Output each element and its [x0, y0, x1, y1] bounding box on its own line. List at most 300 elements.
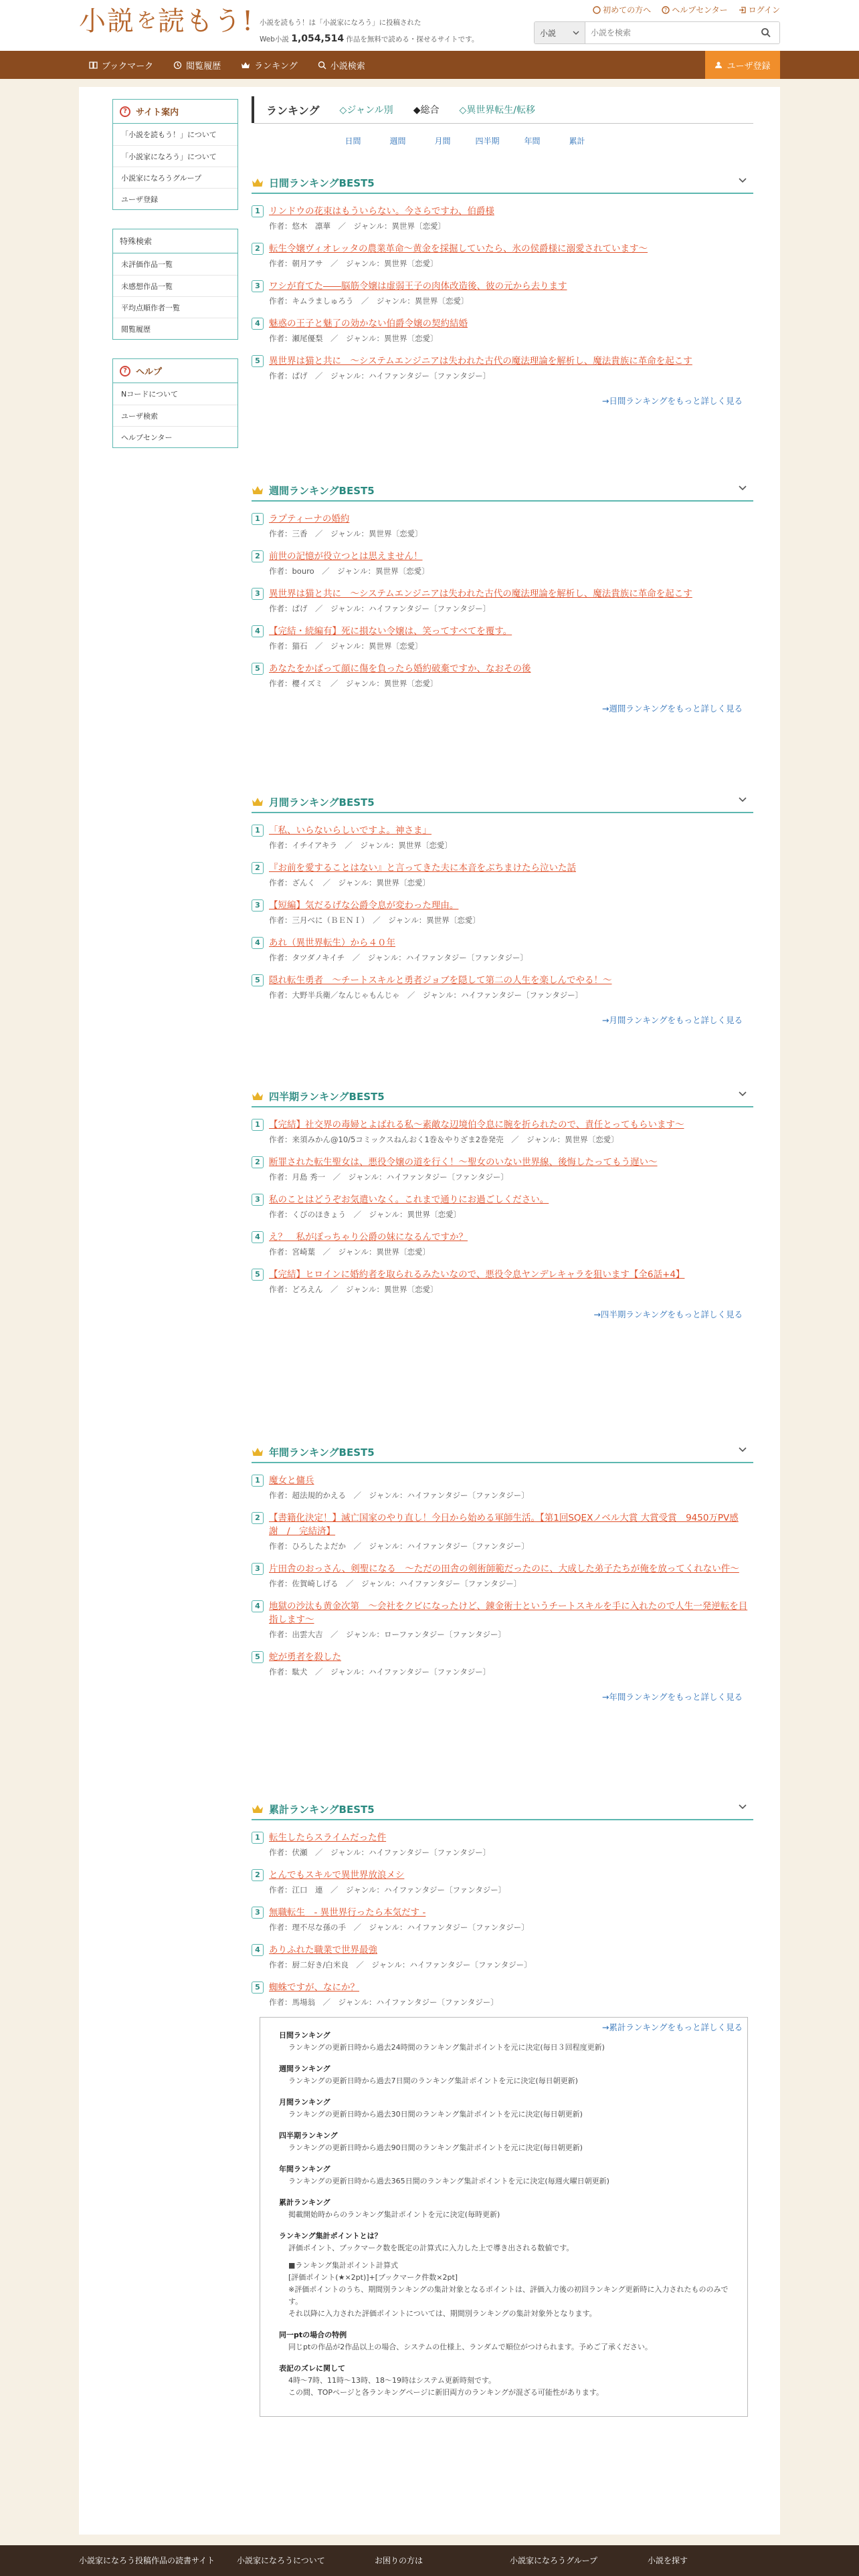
site-footer	[0, 2545, 859, 2576]
ranking-item	[252, 1118, 753, 1145]
ranking-item	[252, 280, 753, 306]
novel-title-link[interactable]: 蜘蛛ですが、なにか？	[269, 1982, 359, 1993]
author-name[interactable]: ぱげ	[292, 371, 308, 381]
genre-name[interactable]: 異世界〔恋愛〕	[398, 841, 452, 850]
sidebar-item-register[interactable]: ユーザ登録	[113, 188, 237, 209]
author-name[interactable]: 理不尽な孫の手	[292, 1923, 346, 1932]
novel-title-link[interactable]: 「私、いらないらしいですよ。神さま」	[269, 825, 432, 836]
author-label: 作者：	[269, 1848, 292, 1857]
crown-icon	[252, 797, 264, 807]
footer-group[interactable]: 小説家になろうグループ	[510, 2556, 598, 2565]
genre-label: ジャンル：	[330, 604, 369, 613]
rank-number: 1	[252, 205, 264, 217]
meta-separator: ／	[314, 566, 338, 576]
genre-name[interactable]: 異世界〔恋愛〕	[383, 679, 438, 688]
genre-name[interactable]: 異世界〔恋愛〕	[368, 641, 423, 651]
author-label: 作者：	[269, 641, 292, 651]
author-name[interactable]: ざんく	[292, 878, 315, 887]
author-label: 作者：	[269, 296, 292, 306]
ranking-item-meta	[252, 840, 753, 851]
rank-number: 3	[252, 280, 264, 292]
nav-search-label: 小説検索	[330, 61, 365, 72]
author-name[interactable]: 馬場翁	[292, 1998, 315, 2007]
ranking-item-title-row	[252, 1156, 753, 1169]
author-label: 作者：	[269, 1491, 292, 1500]
chevron-down-icon	[573, 31, 579, 35]
info-heading: ランキング集計ポイントとは？	[279, 2232, 382, 2240]
more-ranking-link[interactable]: →週間ランキングをもっと詳しく見る	[601, 704, 743, 714]
author-name[interactable]: 駄犬	[292, 1667, 308, 1677]
genre-name[interactable]: 異世界〔恋愛〕	[375, 566, 430, 576]
rank-number: 1	[252, 1475, 264, 1487]
ranking-item-meta	[252, 915, 753, 926]
page-title: ランキング	[266, 104, 320, 117]
author-label: 作者：	[269, 1960, 292, 1969]
author-name[interactable]: 超法規的かえる	[292, 1491, 346, 1500]
genre-name[interactable]: 異世界〔恋愛〕	[407, 1210, 461, 1219]
genre-label: ジャンル：	[360, 841, 399, 850]
sidebar-item-no-review[interactable]: 未感想作品一覧	[113, 275, 237, 296]
ranking-item	[252, 899, 753, 926]
rank-number: 3	[252, 1907, 264, 1919]
genre-name[interactable]: 異世界〔恋愛〕	[426, 916, 480, 925]
author-name[interactable]: 来須みかん@10/5コミックスねんおく1巻＆やりざま2巻発売	[292, 1135, 504, 1144]
meta-separator: ／	[353, 296, 377, 306]
info-text: 同じptの作品が2作品以上の場合、システムの仕様上、ランダムで順位がつけられます。予めご了承ください。	[288, 2343, 652, 2351]
genre-name[interactable]: ローファンタジー〔ファンタジー〕	[383, 1630, 506, 1639]
novel-title-link[interactable]: あなたをかばって顔に傷を負ったら婚約破棄ですか、なおその後	[269, 663, 531, 674]
ranking-item	[252, 974, 753, 1000]
ranking-item	[252, 625, 753, 651]
genre-label: ジャンル：	[527, 1135, 565, 1144]
novel-title-link[interactable]: 転生したらスライムだった件	[269, 1832, 387, 1843]
genre-name[interactable]: ハイファンタジー〔ファンタジー〕	[368, 604, 491, 613]
ranking-info-box	[260, 2017, 748, 2417]
chevron-down-icon[interactable]	[739, 486, 747, 491]
crown-icon	[252, 1447, 264, 1457]
login-link-label: ログイン	[748, 5, 780, 15]
author-name[interactable]: ぱげ	[292, 604, 308, 613]
crown-icon	[252, 1804, 264, 1814]
rank-number: 2	[252, 550, 264, 562]
author-name[interactable]: 宮崎葉	[292, 1247, 315, 1257]
meta-separator: ／	[307, 1667, 330, 1677]
genre-name[interactable]: ハイファンタジー〔ファンタジー〕	[460, 990, 583, 1000]
chevron-down-icon[interactable]	[739, 797, 747, 802]
novel-title-link[interactable]: 魔女と傭兵	[269, 1475, 314, 1486]
sidebar-item-about-narou[interactable]: 「小説家になろう」について	[113, 145, 237, 167]
period-total[interactable]: 累計	[569, 136, 585, 146]
info-heading: 月間ランキング	[279, 2098, 330, 2107]
genre-name[interactable]: ハイファンタジー〔ファンタジー〕	[407, 1923, 529, 1932]
novel-title-link[interactable]: 隠れ転生勇者 ～チートスキルと勇者ジョブを隠して第二の人生を楽しんでやる！～	[269, 975, 612, 986]
section-title: 月間ランキングBEST5	[269, 796, 375, 809]
tab-isekai-label: 異世界転生/転移	[466, 105, 535, 116]
author-name[interactable]: 佐賀崎しげる	[292, 1579, 339, 1588]
author-name[interactable]: 出雲大吉	[292, 1630, 323, 1639]
ranking-item-meta	[252, 678, 753, 689]
footer-find-novel[interactable]: 小説を探す	[648, 2556, 688, 2565]
ranking-item	[252, 1511, 753, 1551]
ranking-item-meta	[252, 1490, 753, 1501]
ranking-item	[252, 205, 753, 231]
genre-label: ジャンル：	[346, 259, 384, 268]
genre-label: ジャンル：	[337, 566, 376, 576]
novel-title-link[interactable]: 地獄の沙汰も黄金次第 ～会社をクビになったけど、錬金術士というチートスキルを手に入れたので人生一発逆転を目指します～	[269, 1601, 748, 1625]
help-center-link-label: ヘルプセンター	[672, 5, 728, 15]
sidebar-help-heading	[113, 359, 237, 383]
rank-number: 3	[252, 899, 264, 911]
ranking-item-title-row	[252, 205, 753, 218]
genre-name[interactable]: 異世界〔恋愛〕	[383, 259, 438, 268]
more-ranking-link[interactable]: →日間ランキングをもっと詳しく見る	[601, 396, 743, 406]
novel-title-link[interactable]: 【完結】ヒロインに婚約者を取られるみたいなので、悪役令息ヤンデレキャラを狙います【全6話+4】	[269, 1269, 685, 1280]
ranking-item-title-row	[252, 1943, 753, 1957]
sidebar-item-group[interactable]: 小説家になろうグループ	[113, 167, 237, 188]
genre-name[interactable]: ハイファンタジー〔ファンタジー〕	[383, 1885, 506, 1895]
sidebar-guide-heading	[113, 100, 237, 124]
more-ranking-link[interactable]: →四半期ランキングをもっと詳しく見る	[593, 1309, 743, 1319]
tab-isekai[interactable]: ◇異世界転生/転移	[459, 105, 535, 116]
novel-title-link[interactable]: 断罪された転生聖女は、悪役令嬢の道を行く！～聖女のいない世界線、後悔したってもう遅い～	[269, 1157, 658, 1168]
sidebar-guide	[112, 99, 238, 210]
footer-about-narou[interactable]: 小説家になろうについて	[237, 2556, 325, 2565]
ranking-item-title-row	[252, 1193, 753, 1206]
novel-title-link[interactable]: 前世の記憶が役立つとは思えません！	[269, 551, 423, 562]
nav-bookmark[interactable]	[79, 51, 163, 79]
sidebar-help-title: ヘルプ	[136, 367, 163, 377]
question-icon: ?	[120, 106, 130, 117]
rank-number: 4	[252, 1944, 264, 1956]
rank-number: 5	[252, 1981, 264, 1994]
author-label: 作者：	[269, 1541, 292, 1551]
site-header	[0, 0, 859, 51]
ranking-item-meta	[252, 1959, 753, 1970]
genre-name[interactable]: ハイファンタジー〔ファンタジー〕	[368, 1667, 491, 1677]
ranking-item-meta	[252, 1922, 753, 1933]
novel-title-link[interactable]: え？ 私がぽっちゃり公爵の妹になるんですか？	[269, 1232, 468, 1243]
author-name[interactable]: 猫石	[292, 641, 308, 651]
ranking-item-meta	[252, 1541, 753, 1551]
site-tagline	[260, 15, 478, 47]
genre-label: ジャンル：	[346, 1885, 384, 1895]
search-icon	[761, 27, 771, 38]
novel-title-link[interactable]: 片田舎のおっさん、剣聖になる ～ただの田舎の剣術師範だったのに、大成した弟子たちが俺を放ってくれない件～	[269, 1564, 739, 1574]
ranking-item-meta	[252, 296, 753, 306]
ranking-item-meta	[252, 990, 753, 1000]
genre-name[interactable]: 異世界〔恋愛〕	[376, 1247, 430, 1257]
login-icon	[739, 6, 747, 14]
novel-title-link[interactable]: 【完結・続編有】死に損ない令嬢は、笑ってすべてを覆す。	[269, 626, 512, 637]
help-center-link[interactable]	[662, 4, 727, 15]
sidebar-item-history[interactable]: 閲覧履歴	[113, 318, 237, 339]
novel-title-link[interactable]: あれ（異世界転生）から４０年	[269, 938, 395, 948]
sidebar-item-avg-authors[interactable]: 平均点順作者一覧	[113, 296, 237, 318]
rank-number: 4	[252, 318, 264, 330]
tab-overall[interactable]: ◆総合	[413, 105, 440, 116]
novel-title-link[interactable]: 私のことはどうぞお気遣いなく。これまで通りにお過ごしください。	[269, 1194, 549, 1205]
ranking-item-title-row	[252, 1868, 753, 1882]
author-name[interactable]: どろえん	[292, 1285, 323, 1294]
ranking-item	[252, 1562, 753, 1589]
author-name[interactable]: キムラましゅろう	[292, 296, 354, 306]
period-weekly[interactable]: 週間	[389, 136, 406, 146]
author-name[interactable]: 三月べに（ＢＥＮＩ）	[292, 916, 365, 925]
author-name[interactable]: 月島 秀一	[292, 1172, 326, 1182]
author-label: 作者：	[269, 1210, 292, 1219]
rank-number: 1	[252, 825, 264, 837]
genre-label: ジャンル：	[371, 1960, 410, 1969]
ranking-item	[252, 861, 753, 888]
author-name[interactable]: 厨二好き/白米良	[292, 1960, 349, 1969]
user-icon	[714, 61, 723, 69]
nav-ranking[interactable]	[231, 51, 308, 79]
genre-label: ジャンル：	[330, 529, 369, 538]
chevron-down-icon[interactable]	[739, 1091, 747, 1097]
crown-icon	[252, 178, 264, 187]
ranking-item-title-row	[252, 587, 753, 601]
author-name[interactable]: ひろしたよだか	[292, 1541, 346, 1551]
login-link[interactable]	[739, 4, 780, 15]
ranking-item-title-row	[252, 242, 753, 255]
tab-genre-label: ジャンル別	[347, 105, 393, 116]
ranking-item-meta	[252, 603, 753, 614]
genre-label: ジャンル：	[330, 1848, 369, 1857]
genre-name[interactable]: ハイファンタジー〔ファンタジー〕	[407, 1491, 529, 1500]
logo-tail: 読もう!	[158, 6, 255, 37]
tab-genre[interactable]: ◇ジャンル別	[339, 105, 393, 116]
author-name[interactable]: 大野半兵衛／なんじゃもんじゃ	[292, 990, 400, 1000]
novel-title-link[interactable]: ラプティーナの婚約	[269, 514, 350, 524]
sidebar-item-help-center[interactable]: ヘルプセンター	[113, 426, 237, 447]
meta-separator: ／	[346, 1491, 369, 1500]
rank-number: 1	[252, 1119, 264, 1131]
meta-separator: ／	[307, 1848, 330, 1857]
ranking-item-meta	[252, 221, 753, 231]
ranking-section-header	[252, 1442, 753, 1463]
meta-separator: ／	[337, 841, 361, 850]
author-name[interactable]: 瀬尾優梨	[292, 334, 323, 343]
genre-label: ジャンル：	[330, 371, 369, 381]
author-label: 作者：	[269, 1135, 292, 1144]
ranking-item	[252, 1474, 753, 1501]
period-daily[interactable]: 日間	[345, 136, 361, 146]
novel-title-link[interactable]: リンドウの花束はもういらない。今さらですわ、伯爵様	[269, 206, 494, 217]
sidebar-item-user-search[interactable]: ユーザ検索	[113, 405, 237, 426]
genre-name[interactable]: 異世界〔恋愛〕	[414, 296, 469, 306]
info-heading: 四半期ランキング	[279, 2131, 338, 2140]
novel-title-link[interactable]: 【短編】気だるげな公爵令息が変わった理由。	[269, 900, 459, 911]
ranking-item-title-row	[252, 861, 753, 875]
rank-number: 2	[252, 1156, 264, 1168]
beginner-link-label: 初めての方へ	[603, 5, 652, 15]
ranking-item-title-row	[252, 550, 753, 563]
footer-site-desc[interactable]: 小説家になろう投稿作品の読書サイト	[79, 2556, 215, 2565]
ranking-item-meta	[252, 877, 753, 888]
novel-title-link[interactable]: ありふれた職業で世界最強	[269, 1945, 377, 1955]
rank-number: 5	[252, 663, 264, 675]
genre-name[interactable]: ハイファンタジー〔ファンタジー〕	[399, 1579, 522, 1588]
genre-label: ジャンル：	[338, 878, 377, 887]
sidebar-item-about-yomou[interactable]: 「小説を読もう！」について	[121, 130, 217, 139]
more-ranking-link[interactable]: →年間ランキングをもっと詳しく見る	[601, 1692, 743, 1702]
genre-name[interactable]: 異世界〔恋愛〕	[565, 1135, 619, 1144]
meta-separator: ／	[322, 1885, 346, 1895]
meta-separator: ／	[399, 990, 423, 1000]
ranking-item-title-row	[252, 1474, 753, 1487]
author-label: 作者：	[269, 878, 292, 887]
chevron-down-icon[interactable]	[739, 1447, 747, 1453]
genre-name[interactable]: ハイファンタジー〔ファンタジー〕	[376, 1998, 498, 2007]
ranking-item-meta	[252, 1247, 753, 1257]
search-type-select[interactable]	[535, 22, 585, 43]
search-input[interactable]	[585, 22, 753, 43]
novel-title-link[interactable]: 転生令嬢ヴィオレッタの農業革命～黄金を採掘していたら、氷の侯爵様に溺愛されています～	[269, 243, 648, 254]
genre-label: ジャンル：	[330, 1667, 369, 1677]
crown-icon	[252, 1091, 264, 1101]
author-label: 作者：	[269, 841, 292, 850]
meta-separator: ／	[322, 259, 346, 268]
novel-title-link[interactable]: 【書籍化決定！】滅亡国家のやり直し！今日から始める軍師生活。【第1回SQEXノベル大賞 大賞受賞 9450万PV感謝 / 完結済】	[269, 1513, 739, 1537]
beginner-link[interactable]	[593, 4, 651, 15]
more-ranking-link[interactable]: →月間ランキングをもっと詳しく見る	[601, 1015, 743, 1025]
search-icon	[318, 61, 326, 70]
genre-name[interactable]: 異世界〔恋愛〕	[391, 221, 446, 231]
register-button[interactable]	[705, 51, 780, 79]
ranking-section	[252, 1442, 753, 1703]
site-logo[interactable]	[79, 8, 254, 35]
meta-separator: ／	[345, 953, 368, 962]
chevron-down-icon[interactable]	[739, 178, 747, 183]
author-name[interactable]: くびのほきょう	[292, 1210, 346, 1219]
genre-name[interactable]: ハイファンタジー〔ファンタジー〕	[368, 1848, 491, 1857]
search-button[interactable]	[753, 22, 779, 43]
genre-name[interactable]: 異世界〔恋愛〕	[376, 878, 430, 887]
sidebar-item-ncode[interactable]: Nコードについて	[121, 390, 179, 399]
genre-label: ジャンル：	[388, 916, 427, 925]
sidebar-item-unrated[interactable]: 未評価作品一覧	[121, 260, 173, 269]
logo-mid: を	[136, 9, 157, 33]
genre-label: ジャンル：	[369, 1541, 407, 1551]
ranking-item-title-row	[252, 1230, 753, 1244]
period-monthly[interactable]: 月間	[434, 136, 451, 146]
author-name[interactable]: タツダノキイチ	[292, 953, 345, 962]
ranking-item-title-row	[252, 625, 753, 638]
novel-title-link[interactable]: とんでもスキルで異世界放浪メシ	[269, 1870, 405, 1881]
novel-title-link[interactable]: 【完結】社交界の毒婦とよばれる私～素敵な辺境伯令息に腕を折られたので、責任とってもらいます～	[269, 1119, 684, 1130]
tagline-text: 小説を読もう！は「小説家になろう」に投稿された	[260, 19, 421, 27]
ranking-item	[252, 550, 753, 576]
info-text: ランキングの更新日時から過去24時間のランキング集計ポイントを元に決定(毎日３回程度更新)	[288, 2043, 605, 2052]
sidebar-special	[112, 229, 238, 340]
register-button-label: ユーザ登録	[727, 61, 771, 72]
footer-trouble[interactable]: お困りの方は	[375, 2556, 423, 2565]
meta-separator: ／	[346, 1541, 369, 1551]
author-label: 作者：	[269, 679, 292, 688]
ranking-item	[252, 936, 753, 963]
main-content	[79, 87, 780, 2535]
novel-title-link[interactable]: 異世界は猫と共に ～システムエンジニアは失われた古代の魔法理論を解析し、魔法貴族に革命を起こす	[269, 356, 692, 366]
genre-name[interactable]: 異世界〔恋愛〕	[383, 334, 438, 343]
author-name[interactable]: イチイアキラ	[292, 841, 337, 850]
svg-text:?: ?	[664, 7, 668, 13]
author-name[interactable]: 櫻イズミ	[292, 679, 323, 688]
ranking-item-title-row	[252, 1650, 753, 1664]
author-name[interactable]: 三香	[292, 529, 308, 538]
period-yearly[interactable]: 年間	[524, 136, 541, 146]
section-title: 年間ランキングBEST5	[269, 1446, 375, 1459]
meta-separator: ／	[503, 1135, 527, 1144]
meta-separator: ／	[325, 1172, 349, 1182]
meta-separator: ／	[307, 604, 330, 613]
rank-number: 5	[252, 974, 264, 986]
genre-label: ジャンル：	[346, 334, 384, 343]
info-text: [評価ポイント(★×2pt)]+[ブックマーク件数×2pt]	[288, 2273, 458, 2282]
info-text: 評価ポイント、ブックマーク数を既定の計算式に入力した上で導き出される数値です。	[288, 2244, 574, 2252]
info-heading: 同一ptの場合の特例	[279, 2331, 347, 2339]
author-name[interactable]: 江口 連	[292, 1885, 323, 1895]
more-ranking-link[interactable]: →累計ランキングをもっと詳しく見る	[601, 2022, 743, 2032]
author-name[interactable]: 朝月アサ	[292, 259, 323, 268]
info-text	[279, 2254, 729, 2260]
novel-title-link[interactable]: ワシが育てた――脳筋令嬢は虚弱王子の肉体改造後、彼の元から去ります	[269, 281, 567, 292]
rank-number: 4	[252, 625, 264, 637]
nav-history-label: 閲覧履歴	[186, 61, 221, 72]
ranking-item-title-row	[252, 936, 753, 950]
novel-title-link[interactable]: 『お前を愛することはない』と言ってきた夫に本音をぶちまけたら泣いた話	[269, 863, 576, 873]
author-name[interactable]: 伏瀬	[292, 1848, 308, 1857]
period-quarter[interactable]: 四半期	[475, 136, 500, 146]
genre-name[interactable]: ハイファンタジー〔ファンタジー〕	[405, 953, 529, 962]
ranking-item-meta	[252, 370, 753, 381]
genre-name[interactable]: 異世界〔恋愛〕	[368, 529, 423, 538]
ranking-header	[252, 96, 753, 123]
logo-main: 小説	[79, 6, 135, 37]
novel-title-link[interactable]: 蛇が勇者を殺した	[269, 1652, 341, 1662]
count-prefix: Web小説	[260, 35, 289, 43]
nav-history[interactable]	[163, 51, 231, 79]
ranking-section	[252, 792, 753, 1026]
novel-title-link[interactable]: 魅惑の王子と魅了の効かない伯爵令嬢の契約結婚	[269, 318, 468, 329]
novel-title-link[interactable]: 異世界は猫と共に ～システムエンジニアは失われた古代の魔法理論を解析し、魔法貴族に革命を起こす	[269, 588, 692, 599]
ranking-item-title-row	[252, 1118, 753, 1132]
author-name[interactable]: 悠木 凛華	[292, 221, 330, 231]
genre-label: ジャンル：	[376, 296, 415, 306]
ranking-item	[252, 1943, 753, 1970]
author-label: 作者：	[269, 1247, 292, 1257]
genre-name[interactable]: ハイファンタジー〔ファンタジー〕	[409, 1960, 532, 1969]
genre-label: ジャンル：	[369, 1923, 407, 1932]
nav-search[interactable]	[308, 51, 375, 79]
chevron-down-icon[interactable]	[739, 1804, 747, 1810]
ranking-item-meta	[252, 1885, 753, 1895]
header-links	[593, 4, 780, 15]
rank-number: 2	[252, 243, 264, 255]
genre-name[interactable]: ハイファンタジー〔ファンタジー〕	[407, 1541, 529, 1551]
genre-name[interactable]: 異世界〔恋愛〕	[383, 1285, 438, 1294]
novel-title-link[interactable]: 無職転生 - 異世界行ったら本気だす -	[269, 1907, 426, 1918]
info-heading: 年間ランキング	[279, 2165, 330, 2173]
author-name[interactable]: bouro	[292, 566, 314, 576]
genre-name[interactable]: ハイファンタジー〔ファンタジー〕	[386, 1172, 508, 1182]
ranking-item-meta	[252, 333, 753, 344]
ranking-section-header	[252, 173, 753, 194]
info-text: ランキングの更新日時から過去7日間のランキング集計ポイントを元に決定(毎日朝更新)	[288, 2076, 578, 2085]
genre-name[interactable]: ハイファンタジー〔ファンタジー〕	[368, 371, 491, 381]
author-label: 作者：	[269, 566, 292, 576]
genre-label: ジャンル：	[423, 990, 461, 1000]
ranking-item-title-row	[252, 899, 753, 912]
